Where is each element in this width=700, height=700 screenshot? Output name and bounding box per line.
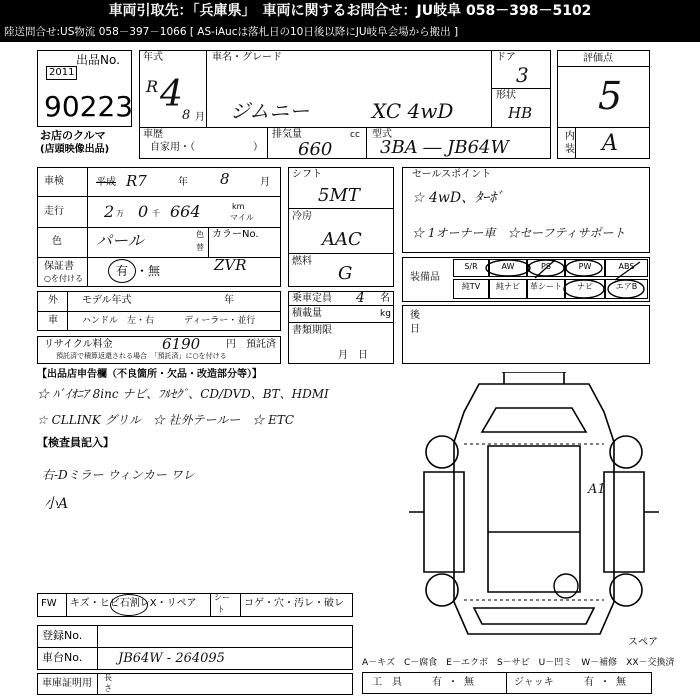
year-value: 4 — [160, 74, 183, 115]
damage-mark: A1 — [588, 482, 606, 497]
load-label: 積載量 — [292, 308, 322, 319]
sales-point-1: ☆ 4wD、ﾀｰﾎﾞ — [412, 190, 504, 206]
registration-label: 登録No. — [42, 629, 83, 642]
legend: A－キズ C－腐食 E－エクボ S－サビ U－凹ミ W－補修 XX－交換済 — [362, 658, 675, 668]
mileage-man-unit: 万 — [116, 209, 124, 218]
katashiki-label: 型式 — [372, 129, 392, 140]
warranty-sub: ○を付ける — [44, 274, 83, 283]
header-line1: 車両引取先：「兵庫県」 車両に関するお問合せ：JU岐阜 058－398－5102 — [108, 3, 592, 19]
tools-yes: 有 — [432, 677, 442, 688]
vehicle-type-label: 車歴 — [143, 129, 163, 140]
model-year-label2: 車 — [48, 315, 58, 326]
shaken-era: 平成 — [96, 177, 116, 188]
mileage-man: 2 — [104, 202, 115, 221]
declaration-line1: ☆ ﾊﾞｲｵﾆｱ 8inc ナビ、ﾌﾙｾｸﾞ、CD/DVD、BT、HDMI — [37, 387, 329, 401]
doc-expiry-label: 書類期限 — [292, 325, 332, 336]
car-model: ジムニー — [230, 99, 310, 123]
chassis-label: 車台No. — [42, 651, 83, 664]
tools-no: 無 — [464, 677, 474, 688]
inspector-title: 【検査員記入】 — [37, 436, 114, 449]
tools-dot: ・ — [448, 677, 458, 688]
capacity-value: 4 — [356, 290, 365, 306]
fuel-label: 燃料 — [292, 256, 312, 267]
mileage-rest: 664 — [170, 202, 201, 221]
color-no-label: カラーNo. — [212, 229, 259, 240]
mileage-unit2: マイル — [230, 213, 254, 222]
recycle-label: リサイクル料金 — [44, 339, 113, 350]
equip-ps: PS — [527, 259, 565, 277]
year-month-unit: 月 — [195, 112, 205, 123]
shop-line1: お店のクルマ — [40, 129, 106, 142]
color-value: パール — [96, 231, 144, 250]
inspector-line2: 小A — [44, 496, 69, 512]
car-diagram — [404, 372, 664, 648]
interior-value: A — [602, 131, 618, 156]
equip-pw: PW — [565, 259, 605, 277]
year-label: 年式 — [143, 52, 163, 63]
equip-nav: ナビ — [565, 279, 605, 299]
rear-label2: 日 — [410, 324, 420, 335]
equip-tv: 純TV — [453, 279, 489, 299]
recycle-note: 預託済で積算返還される場合 「預託済」に○を付ける — [56, 352, 227, 360]
door-value: 3 — [516, 63, 529, 87]
jack-label: ジャッキ — [514, 677, 554, 688]
car-grade: XC 4wD — [372, 99, 454, 123]
equip-aw: AW — [489, 259, 527, 277]
header-line2: 陸送問合せ:US物流 058－397－1066 [ AS-iAucは落札日の10日後以降にJU岐阜会場から搬出 ] — [4, 26, 459, 38]
shaken-label: 車検 — [44, 176, 64, 187]
fw-seat2: ト — [217, 605, 225, 614]
equip-sr: S/R — [453, 259, 489, 277]
vehicle-type-close: ） — [253, 142, 263, 153]
displacement-unit: cc — [350, 130, 360, 140]
subheader-bar — [0, 22, 700, 42]
shop-line2: (店頭映像出品) — [40, 144, 110, 155]
fw-label: FW — [41, 598, 57, 609]
model-year-label: モデル年式 — [82, 295, 132, 306]
aircon-value: AAC — [322, 229, 362, 250]
fw-seat1: シー — [214, 593, 230, 602]
equip-abs: ABS — [605, 259, 648, 277]
mileage-label: 走行 — [44, 206, 64, 217]
warranty-circle — [108, 259, 136, 283]
fw-circle — [110, 594, 148, 616]
shift-value: 5MT — [318, 185, 360, 206]
shaken-value: R7 — [126, 172, 147, 190]
recycle-value: 6190 — [162, 335, 201, 353]
inspector-line1: 右-Dミラー ウィンカー ワレ — [42, 468, 195, 482]
plate-sub2: さ — [104, 684, 112, 693]
warranty-label: 保証書 — [44, 261, 74, 272]
equip-airbag: エアB — [605, 279, 648, 299]
equip-navi: 純ナビ — [489, 279, 527, 299]
sales-points-label: セールスポイント — [412, 169, 492, 180]
color-label: 色 — [52, 236, 62, 247]
header-bar — [0, 0, 700, 22]
warranty-yes: 有 — [116, 264, 129, 278]
load-unit: kg — [380, 309, 391, 319]
shift-label: シフト — [292, 169, 322, 180]
vehicle-type-text: 自家用・（ — [150, 142, 195, 153]
capacity-label: 乗車定員 — [292, 293, 332, 304]
mileage-unit: km — [232, 202, 245, 211]
score-value: 5 — [598, 74, 623, 118]
handle: ハンドル 左・右 — [82, 316, 155, 326]
recycle-unit: 円 — [226, 339, 236, 350]
katashiki-value: 3BA ― JB64W — [380, 137, 509, 158]
warranty-dot: ・ — [136, 264, 149, 278]
score-label: 評価点 — [583, 53, 613, 64]
fuel-value: G — [338, 263, 353, 284]
shape-label: 形状 — [496, 90, 516, 101]
rear-label1: 後 — [410, 310, 420, 321]
plate-sub1: 長 — [104, 673, 112, 682]
lot-label: 出品No. — [76, 53, 120, 67]
year-era: R — [146, 77, 159, 96]
tools-label: 工 具 — [372, 677, 402, 688]
jack-no: 無 — [616, 677, 626, 688]
displacement-label: 排気量 — [272, 129, 302, 140]
color-sub1: 色 — [196, 230, 204, 239]
model-year-label1: 外 — [48, 295, 58, 306]
lot-number: 90223 — [44, 90, 134, 123]
declaration-line2: ☆ CLLINK グリル ☆ 社外テールー ☆ ETC — [37, 413, 295, 427]
equip-leather: 革シート — [527, 279, 565, 299]
shaken-month-unit: 月 — [260, 177, 270, 188]
shaken-year-unit: 年 — [178, 177, 188, 188]
year-month: 8 — [182, 108, 191, 123]
equipment-label: 装備品 — [410, 272, 440, 283]
color-sub2: 替 — [196, 243, 204, 252]
shape-value: HB — [508, 104, 533, 122]
lot-year-stamp: 2011 — [46, 66, 77, 80]
jack-yes: 有 — [584, 677, 594, 688]
aircon-label: 冷房 — [292, 211, 312, 222]
recycle-deposit: 預託済 — [246, 339, 276, 350]
model-year-unit: 年 — [224, 295, 234, 306]
mileage-sen-unit: 千 — [152, 209, 160, 218]
sales-point-2: ☆ 1オーナー車 ☆セーフティサポート — [412, 226, 626, 240]
displacement-value: 660 — [298, 139, 333, 160]
shaken-month: 8 — [220, 170, 230, 188]
warranty-no: 無 — [148, 264, 161, 278]
doc-expiry-unit: 月 日 — [338, 350, 368, 361]
capacity-unit: 名 — [380, 293, 390, 304]
interior-label: 内装 — [565, 131, 575, 155]
spare-label: スペア — [628, 637, 658, 648]
fw-items: キズ・ヒビ石割レX・リペア — [70, 598, 197, 609]
fw-seat-items: コゲ・穴・汚レ・破レ — [244, 598, 344, 609]
name-label: 車名・グレード — [212, 52, 282, 63]
color-no-value: ZVR — [214, 256, 247, 274]
plate-label: 車庫証明用 — [42, 678, 92, 689]
mileage-sen: 0 — [138, 202, 149, 221]
jack-dot: ・ — [600, 677, 610, 688]
declaration-title: 【出品店申告欄（不良箇所・欠品・改造部分等）】 — [37, 369, 262, 380]
door-label: ドア — [496, 52, 516, 63]
equipment-markup — [480, 256, 650, 302]
rear-block — [402, 305, 650, 364]
chassis-value: JB64W - 264095 — [118, 651, 225, 666]
dealer: ディーラー・並行 — [184, 316, 256, 326]
